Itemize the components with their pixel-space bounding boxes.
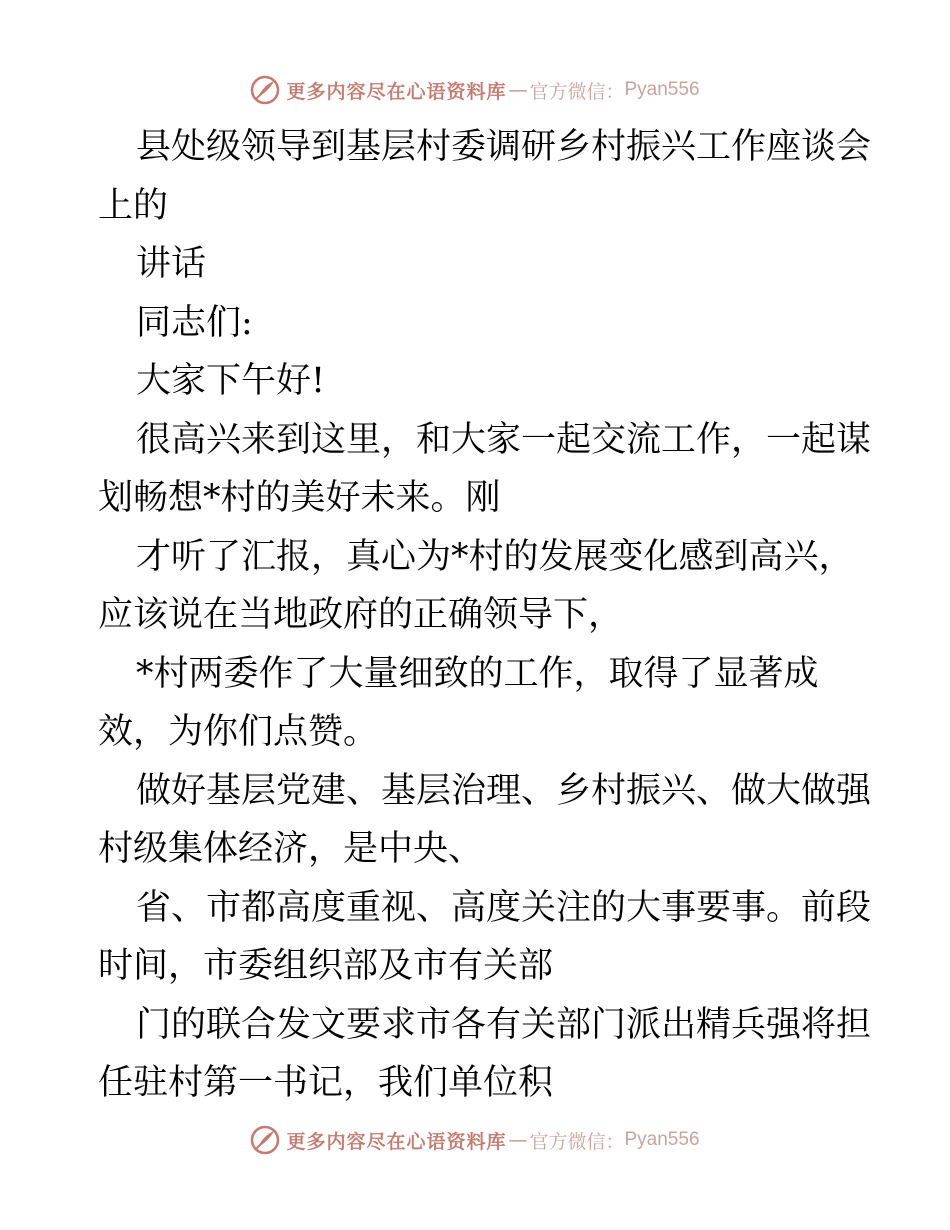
text-line: 省、市都高度重视、高度关注的大事要事。前段 <box>136 887 872 928</box>
text-line: 很高兴来到这里，和大家一起交流工作，一起谋 <box>136 419 872 460</box>
banner-brand-text: 更多内容尽在心语资料库 <box>286 80 507 103</box>
text-line: 才听了汇报，真心为*村的发展变化感到高兴， <box>136 536 854 577</box>
text-line: 村级集体经济，是中央、 <box>98 829 484 869</box>
text-line: 讲话 <box>136 244 207 284</box>
text-line: 应该说在当地政府的正确领导下， <box>98 595 624 635</box>
text-line: 做好基层党建、基层治理、乡村振兴、做大做强 <box>136 770 872 811</box>
banner-separator: — <box>508 79 528 101</box>
text-line: 上的 <box>98 185 169 226</box>
header-watermark-banner <box>0 70 950 110</box>
text-line: *村两委作了大量细致的工作，取得了显著成 <box>136 653 819 694</box>
text-line: 同志们: <box>136 302 253 343</box>
banner-separator: — <box>508 1129 528 1151</box>
text-line: 县处级领导到基层村委调研乡村振兴工作座谈会 <box>136 127 872 167</box>
quill-pen-icon <box>250 75 280 105</box>
quill-pen-icon <box>250 1125 280 1155</box>
text-line: 大家下午好! <box>136 361 326 401</box>
footer-watermark-banner <box>0 1120 950 1160</box>
banner-wechat-label: 官方微信： <box>529 80 625 103</box>
banner-wechat-label: 官方微信： <box>529 1130 625 1153</box>
text-line: 划畅想*村的美好未来。刚 <box>98 478 501 518</box>
banner-wechat-id: Pyan556 <box>624 79 700 100</box>
text-line: 门的联合发文要求市各有关部门派出精兵强将担 <box>136 1004 872 1045</box>
text-line: 效，为你们点赞。 <box>98 712 379 752</box>
banner-wechat-id: Pyan556 <box>624 1129 700 1150</box>
document-body <box>98 118 872 1113</box>
text-line: 时间，市委组织部及市有关部 <box>98 946 554 986</box>
text-line: 任驻村第一书记，我们单位积 <box>98 1063 554 1103</box>
banner-brand-text: 更多内容尽在心语资料库 <box>286 1130 507 1153</box>
